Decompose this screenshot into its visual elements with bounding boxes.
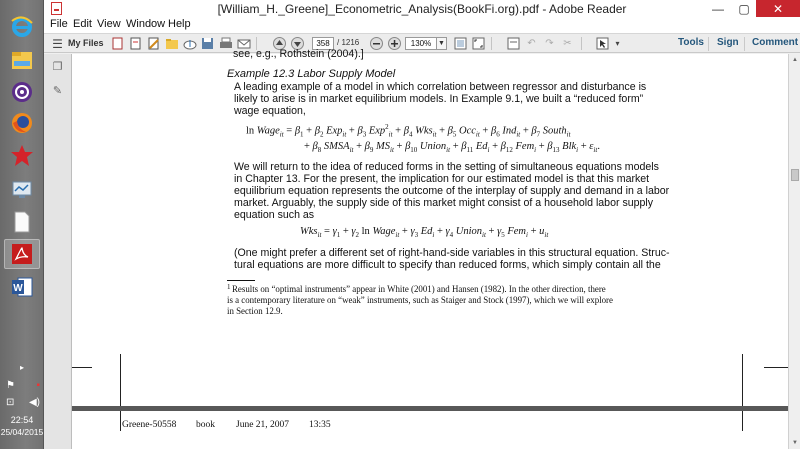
open-file-icon[interactable] (164, 36, 179, 51)
taskbar (0, 0, 44, 449)
antivirus-icon[interactable] (4, 141, 40, 171)
toolbar-more-icon[interactable]: ▾ (615, 39, 620, 48)
zoom-in-icon[interactable] (387, 36, 402, 51)
volume-icon[interactable]: ◀) (28, 397, 40, 408)
vertical-scrollbar[interactable] (788, 54, 800, 449)
firefox-icon[interactable] (4, 108, 40, 138)
menu-bar (44, 17, 800, 33)
menu-file[interactable]: File (50, 18, 68, 30)
edit-pdf-icon[interactable] (146, 36, 161, 51)
navigation-pane (44, 54, 72, 449)
footnote-line: is a contemporary literature on “weak” instruments, such as Staiger and Stock (1997), which we will explore (227, 295, 613, 305)
sticky-note-icon[interactable] (506, 36, 521, 51)
adobe-reader-icon[interactable] (4, 239, 40, 269)
paragraph-line: in Chapter 13. For the present, the implication for our estimated model is that this market (234, 173, 650, 185)
paragraph-line: A leading example of a model in which correlation between regressor and disturbance is (234, 81, 647, 93)
page-number-input[interactable]: 358 (312, 37, 334, 50)
media-player-icon[interactable] (4, 77, 40, 107)
pdf-page (72, 411, 788, 449)
adobe-reader-window (44, 0, 800, 449)
toolbar (44, 33, 800, 53)
paragraph-line: equation such as (234, 209, 315, 221)
sign-pane-button[interactable]: Sign (717, 37, 739, 48)
blank-document-icon[interactable] (4, 207, 40, 237)
minimize-button[interactable]: — (712, 1, 724, 16)
footnote-marker: 1 (227, 283, 231, 291)
menu-window[interactable]: Window (126, 18, 166, 30)
paragraph-line: wage equation, (234, 105, 306, 117)
crop-mark (742, 411, 743, 431)
create-pdf-icon[interactable] (110, 36, 125, 51)
comment-pane-button[interactable]: Comment (752, 37, 799, 48)
undo-icon[interactable]: ↶ (527, 38, 536, 49)
paragraph-line: likely to arise is in market equilibrium models. In Example 9.1, we built a “reduced form” (234, 93, 644, 105)
zoom-out-icon[interactable] (369, 36, 384, 51)
scrollbar-thumb[interactable] (791, 169, 799, 181)
window-title: [William_H._Greene]_Econometric_Analysis(BookFi.org).pdf - Adobe Reader (217, 2, 627, 16)
pdf-page (72, 48, 788, 406)
wage-equation-line-2: + $\beta_8$ $SMSA_{it} + \beta_9$ $MS_{it} + \beta_{10}$ Union$_{it}$ + $\beta_{11}$ $Ed_i + \beta_{12}$ $Fem_i + \beta_{13}$ $Blk_i + \varepsilon_{it}$. (304, 141, 600, 155)
wage-equation-line-1: ln Wage$_{it}$ = $\beta_1 + \beta_2$ $Exp_{it} + \beta_3$ $Exp^2_{it} + \beta_4$ $Wks_{it} + \beta_5$ $Occ_{it} + \beta_6$ $Ind_{it} + \beta_7$ South$_{it}$ (246, 123, 571, 139)
security-icon[interactable]: ▪ (36, 380, 40, 391)
footnote-rule (227, 280, 255, 281)
document-viewport[interactable] (44, 48, 800, 449)
network-monitor-icon[interactable] (4, 175, 40, 205)
network-tray-icon[interactable]: ⊡ (6, 397, 15, 408)
hamburger-menu-icon[interactable]: ☰ (52, 36, 63, 51)
footnote-line: Results on “optimal instruments” appear in White (2001) and Hansen (1982). In the other direction, there (232, 284, 606, 294)
print-icon[interactable] (218, 36, 233, 51)
attachments-icon[interactable]: ✎ (52, 85, 63, 97)
scroll-up-icon[interactable]: ▲ (792, 57, 798, 63)
upload-cloud-icon[interactable] (182, 36, 197, 51)
crop-mark (120, 354, 121, 406)
crop-mark (72, 367, 92, 368)
crop-mark (742, 354, 743, 406)
close-button[interactable]: ✕ (756, 0, 800, 17)
labor-supply-equation: $Wks_{it} = \gamma_1 + \gamma_2$ ln Wage$_{it}$ + $\gamma_3$ $Ed_i + \gamma_4$ Union$_{it}$ + $\gamma_5$ $Fem_i + u_{it}$ (300, 226, 549, 240)
my-files-button[interactable]: My Files (68, 38, 104, 48)
fit-page-icon[interactable] (471, 36, 486, 51)
ie-icon[interactable] (4, 12, 40, 42)
menu-help[interactable]: Help (168, 18, 191, 30)
running-head-date: June 21, 2007 (236, 420, 290, 430)
example-heading: Example 12.3 Labor Supply Model (227, 68, 396, 80)
paragraph-line: tural equations are more difficult to specify than reduced forms, which simply contain all the (234, 259, 661, 271)
footnote-line: in Section 12.9. (227, 306, 283, 316)
clock-time[interactable]: 22:54 (10, 415, 34, 425)
running-head-book: book (196, 420, 215, 430)
menu-view[interactable]: View (97, 18, 121, 30)
flag-icon[interactable]: ⚑ (6, 380, 15, 391)
zoom-dropdown-icon[interactable]: ▼ (437, 37, 447, 50)
running-head-id: Greene-50558 (122, 420, 177, 430)
tools-pane-button[interactable]: Tools (678, 37, 704, 48)
paragraph-line: market. Arguably, the supply side of this market might consist of a household labor supply (234, 197, 654, 209)
fit-width-icon[interactable] (453, 36, 468, 51)
cut-icon[interactable]: ✂ (563, 38, 572, 49)
word-icon[interactable] (4, 272, 40, 302)
crop-mark (120, 411, 121, 431)
paragraph-line: equilibrium equation represents the outcome of the interplay of supply and demand in a labor (234, 185, 670, 197)
clock-date[interactable]: 25/04/2015 (0, 427, 44, 437)
paragraph-line: (One might prefer a different set of right-hand-side variables in this structural equation. Struc- (234, 247, 670, 259)
select-tool-icon[interactable] (595, 36, 610, 51)
crop-mark (764, 367, 788, 368)
menu-edit[interactable]: Edit (73, 18, 92, 30)
zoom-level-input[interactable]: 130% (405, 37, 437, 50)
partial-text-line: see, e.g., Rothstein (2004).] (233, 48, 364, 60)
save-icon[interactable] (200, 36, 215, 51)
svg-text:W: W (13, 283, 23, 294)
page-thumbnails-icon[interactable]: ❐ (52, 61, 63, 73)
explorer-folder-icon[interactable] (4, 45, 40, 75)
tray-expand-icon[interactable]: ▸ (19, 363, 24, 372)
maximize-button[interactable]: ▢ (738, 1, 750, 16)
running-head-time: 13:35 (309, 420, 331, 430)
title-bar (44, 0, 800, 17)
scroll-down-icon[interactable]: ▼ (792, 440, 798, 446)
redo-icon[interactable]: ↷ (545, 38, 554, 49)
convert-pdf-icon[interactable] (128, 36, 143, 51)
page-total: / 1216 (337, 38, 360, 47)
paragraph-line: We will return to the idea of reduced forms in the setting of simultaneous equations models (234, 161, 659, 173)
